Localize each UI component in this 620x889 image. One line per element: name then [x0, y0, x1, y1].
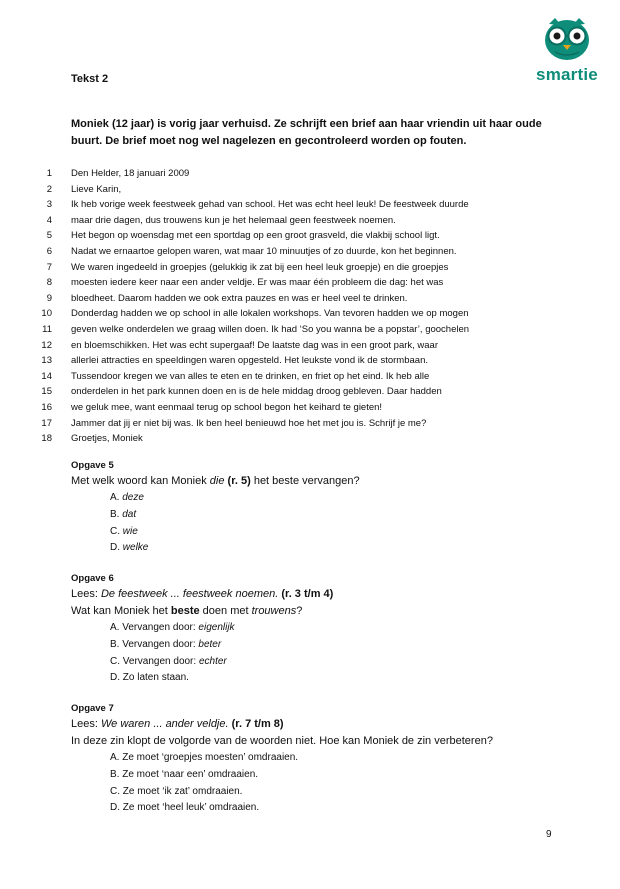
line-text: en bloemschikken. Het was echt supergaaf! De laatste dag was in een groot park, waar: [71, 339, 439, 351]
line-text: maar drie dagen, dus trouwens kun je het helemaal geen feestweek noemen.: [71, 214, 396, 226]
line-text: We waren ingedeeld in groepjes (gelukkig ik zat bij een heel leuk groepje) en die groepjes: [71, 261, 449, 273]
letter-text: [0, 166, 620, 447]
line-number: 8: [46, 277, 52, 289]
answer-options: [71, 620, 571, 687]
letter-line: [0, 431, 620, 447]
line-number: 16: [41, 401, 52, 413]
line-number: 11: [42, 323, 52, 335]
line-text: allerlei attracties en speeldingen waren opgesteld. Het leukste vond ik de stormbaan.: [71, 355, 428, 367]
answer-option[interactable]: [71, 800, 571, 817]
answer-option[interactable]: [71, 524, 571, 541]
letter-line: [0, 228, 620, 244]
letter-line: [0, 166, 620, 182]
line-number: 4: [46, 214, 52, 226]
line-text: we geluk mee, want eenmaal terug op school begon het keihard te gieten!: [71, 401, 383, 413]
answer-option[interactable]: [71, 767, 571, 784]
letter-line: [0, 353, 620, 369]
answer-option[interactable]: [71, 540, 571, 557]
line-number: 12: [41, 339, 52, 351]
question-title: Opgave 6: [71, 573, 114, 584]
question-text: Wat kan Moniek het beste doen met trouwens?: [71, 605, 303, 617]
owl-icon: [541, 16, 593, 62]
answer-options: [71, 490, 571, 557]
line-number: 14: [41, 370, 52, 382]
option-label: B.: [110, 508, 120, 520]
question-7: [71, 702, 571, 817]
option-emphasis: echter: [198, 655, 227, 667]
smartie-logo: [528, 16, 606, 90]
line-text: Groetjes, Moniek: [71, 433, 143, 445]
line-number: 13: [41, 355, 52, 367]
reference-line: Lees: De feestweek ... feestweek noemen. (r. 3 t/m 4): [71, 588, 334, 600]
answer-option[interactable]: [71, 620, 571, 637]
letter-line: [0, 244, 620, 260]
option-label: A.: [110, 622, 120, 633]
option-text: Ze moet ‘ik zat’ omdraaien.: [122, 785, 243, 797]
answer-options: [71, 750, 571, 817]
option-emphasis: eigenlijk: [198, 622, 235, 633]
option-label: D.: [110, 802, 120, 814]
question-text: In deze zin klopt de volgorde van de woorden niet. Hoe kan Moniek de zin verbeteren?: [71, 735, 493, 747]
letter-line: [0, 322, 620, 338]
option-text: Ze moet ‘heel leuk’ omdraaien.: [122, 802, 260, 814]
option-text: welke: [122, 542, 149, 554]
line-number: 17: [41, 417, 52, 429]
line-number: 5: [46, 230, 52, 242]
line-text: geven welke onderdelen we graag willen doen. Ik had ‘So you wanna be a popstar’, goochelen: [71, 323, 470, 335]
option-label: C.: [110, 655, 120, 667]
line-number: 3: [46, 199, 52, 211]
option-text: Vervangen door:: [122, 638, 199, 650]
answer-option[interactable]: [71, 507, 571, 524]
intro-paragraph: Moniek (12 jaar) is vorig jaar verhuisd. Ze schrijft een brief aan haar vriendin uit haar oude buurt. De brief moet nog wel nagelezen en gecontroleerd worden op fouten.: [71, 118, 542, 147]
option-text: Ze moet ‘groepjes moesten’ omdraaien.: [122, 752, 299, 763]
letter-line: [0, 306, 620, 322]
page-number: 9: [546, 829, 552, 840]
line-text: Jammer dat jij er niet bij was. Ik ben heel benieuwd hoe het met jou is. Schrijf je me?: [71, 417, 427, 429]
option-text: wie: [122, 525, 138, 537]
letter-line: [0, 275, 620, 291]
answer-option[interactable]: [71, 784, 571, 801]
line-text: moesten iedere keer naar een ander veldje. Er was maar één probleem die dag: het was: [71, 277, 444, 289]
option-label: C.: [110, 785, 120, 797]
line-text: Ik heb vorige week feestweek gehad van school. Het was echt heel leuk! De feestweek duurde: [71, 199, 469, 211]
option-label: D.: [110, 672, 120, 684]
line-text: Lieve Karin,: [71, 183, 122, 195]
option-label: C.: [110, 525, 120, 537]
option-label: A.: [110, 752, 120, 763]
option-label: B.: [110, 768, 120, 780]
option-label: D.: [110, 542, 120, 554]
answer-option[interactable]: [71, 750, 571, 767]
letter-line: [0, 369, 620, 385]
question-text: Met welk woord kan Moniek die (r. 5) het beste vervangen?: [71, 475, 360, 487]
answer-option[interactable]: [71, 670, 571, 687]
answer-option[interactable]: [71, 490, 571, 507]
line-text: Tussendoor kregen we van alles te eten en te drinken, en friet op het eind. Ik heb alle: [71, 370, 430, 382]
line-number: 1: [46, 168, 52, 179]
option-text: deze: [122, 492, 144, 503]
option-text: Vervangen door:: [122, 655, 199, 667]
question-6: [71, 572, 571, 687]
question-title: Opgave 5: [71, 460, 114, 471]
question-5: [71, 459, 571, 557]
question-title: Opgave 7: [71, 703, 114, 714]
letter-line: [0, 400, 620, 416]
letter-line: [0, 197, 620, 213]
letter-line: [0, 182, 620, 198]
option-text: Zo laten staan.: [122, 672, 189, 684]
letter-line: [0, 338, 620, 354]
line-number: 6: [46, 245, 52, 257]
letter-line: [0, 213, 620, 229]
option-label: B.: [110, 638, 120, 650]
letter-line: [0, 260, 620, 276]
reference-line: Lees: We waren ... ander veldje. (r. 7 t/m 8): [71, 718, 284, 730]
line-number: 9: [46, 292, 52, 304]
line-text: Donderdag hadden we op school in alle lokalen workshops. Van tevoren hadden we op mogen: [71, 308, 469, 320]
letter-line: [0, 384, 620, 400]
line-text: Den Helder, 18 januari 2009: [71, 168, 190, 179]
line-number: 18: [41, 433, 52, 445]
line-text: bloedheet. Daarom hadden we ook extra pauzes en was er heel veel te drinken.: [71, 292, 408, 304]
line-number: 7: [46, 261, 52, 273]
line-number: 2: [46, 183, 52, 195]
line-number: 15: [41, 386, 52, 398]
answer-option[interactable]: [71, 654, 571, 671]
answer-option[interactable]: [71, 637, 571, 654]
option-label: A.: [110, 492, 120, 503]
option-emphasis: beter: [198, 638, 222, 650]
line-number: 10: [41, 308, 52, 320]
letter-line: [0, 291, 620, 307]
letter-line: [0, 416, 620, 432]
logo-wordmark: smartie: [536, 65, 598, 84]
line-text: onderdelen in het park kunnen doen en is de hele middag droog gebleven. Daar hadden: [71, 386, 442, 398]
line-text: Nadat we ernaartoe gelopen waren, wat maar 10 minuutjes of zo duurde, kon het beginnen.: [71, 245, 457, 257]
option-text: Vervangen door:: [122, 622, 199, 633]
option-text: dat: [122, 508, 137, 520]
line-text: Het begon op woensdag met een sportdag op een groot grasveld, die vlakbij school ligt.: [71, 230, 440, 242]
text-heading: Tekst 2: [71, 73, 109, 85]
option-text: Ze moet ‘naar een’ omdraaien.: [122, 768, 259, 780]
